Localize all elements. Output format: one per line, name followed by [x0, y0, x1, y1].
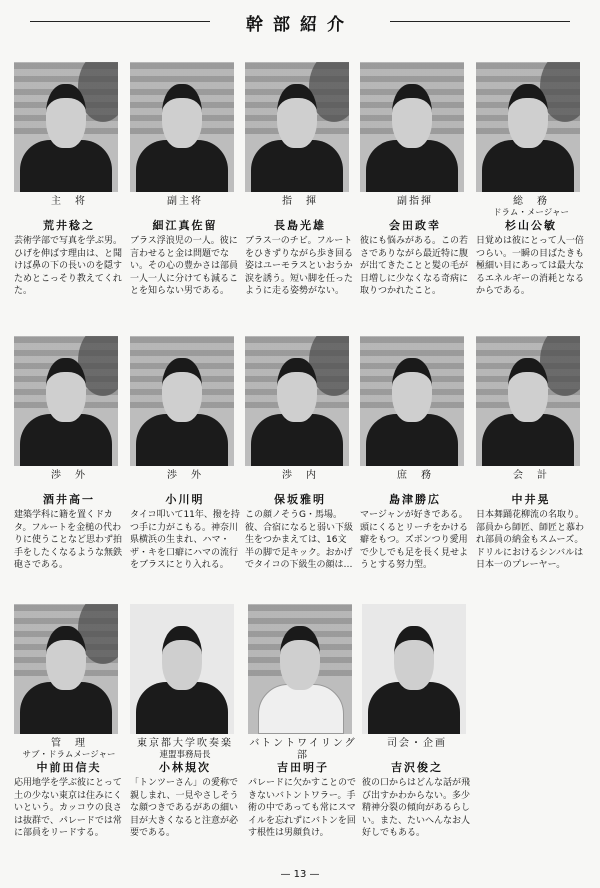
member-role: 司会・企画 [387, 738, 447, 749]
member-role: 渉 外 [51, 470, 87, 481]
member-name: 中井晃 [511, 493, 551, 506]
member-name: 保坂雅明 [274, 493, 326, 506]
member-name: 島津勝広 [389, 493, 441, 506]
member-name: 杉山公敏 [505, 219, 557, 232]
member-role: 東京都大学吹奏楽 [137, 738, 233, 749]
member-subrole: サブ・ドラムメージャー [22, 750, 116, 760]
member-description: マージャンが好きである。頭にくるとリーチをかける癖をもつ。ズボンつり愛用で少しでも足を長く見せようとする努力型。 [360, 510, 469, 570]
member-subrole [130, 208, 240, 219]
member-role: 会 計 [513, 470, 549, 481]
member-subrole [245, 482, 355, 493]
member-photo [14, 604, 118, 734]
page-title: 幹部紹介 [246, 15, 354, 35]
member-role: 渉 内 [282, 470, 318, 481]
member-description: タイコ叩いて11年、撥を持つ手に力がこもる。神奈川県横浜の生まれ、ハマ・ザ・キを口癖にハマの流行をブラスにとり入れる。 [130, 510, 240, 570]
member-name: 中前田信夫 [36, 761, 102, 774]
member-description: 応用地学を学ぶ彼にとって土の少ない東京は住みにくいという。カッコウの良さは抜群で、パレードでは常に部員をリードする。 [14, 778, 123, 838]
member-card [360, 336, 470, 572]
member-photo [130, 62, 234, 192]
member-role: バトントワイリング部 [249, 738, 357, 761]
member-card [248, 604, 358, 840]
member-photo [245, 336, 349, 466]
member-card [14, 604, 124, 840]
member-description: 日本舞踊花柳流の名取り。部員から師匠、師匠と慕われ部員の納金もスムーズ。ドリルにおけるシンバルは日本一のプレーヤー。 [476, 510, 585, 570]
member-subrole [14, 482, 124, 493]
member-photo [476, 62, 580, 192]
member-description: パレードに欠かすことのできないバトントワラー。手術の中であっても常にスマイルを忘れずにバトンを回す根性は男顔負け。 [248, 778, 357, 838]
member-card [476, 62, 586, 298]
member-name: 吉田明子 [277, 761, 329, 774]
member-card [360, 62, 470, 298]
member-photo [248, 604, 352, 734]
member-photo [360, 336, 464, 466]
member-card [130, 62, 240, 298]
member-name: 小川明 [165, 493, 205, 506]
member-card [362, 604, 472, 840]
member-card [476, 336, 586, 572]
member-card [130, 336, 240, 572]
member-subrole [14, 208, 124, 219]
member-photo [130, 336, 234, 466]
member-name: 吉沢俊之 [391, 761, 443, 774]
member-description: この顔ノそうG・馬場。彼、合宿になると弱い下級生をつかまえては、16文半の脚で足キック。おかげでタイコの下級生の顔は… [245, 510, 354, 570]
member-subrole [360, 208, 470, 219]
member-description: ブラス一のチビ。フルートをひきずりながら歩き回る姿はユーモラスといおうか涙を誘う。短い脚を任ったように走る姿勢がない。 [245, 236, 354, 296]
member-role: 総 務 [513, 196, 549, 207]
page-header [20, 8, 580, 34]
member-card [245, 336, 355, 572]
member-subrole [362, 750, 472, 761]
member-role: 主 将 [51, 196, 87, 207]
member-card [14, 336, 124, 572]
member-subrole [360, 482, 470, 493]
member-card [130, 604, 240, 840]
member-role: 指 揮 [282, 196, 318, 207]
page-number: — 13 — [280, 869, 320, 880]
member-name: 小林規次 [159, 761, 211, 774]
member-description: ブラス浮浪児の一人。彼に言わせると金は問題でない。その心の豊かさは部員一人一人に分けても減ることを知らない男である。 [130, 236, 239, 296]
member-photo [360, 62, 464, 192]
member-name: 酒井高一 [43, 493, 95, 506]
member-subrole: 連盟事務局長 [159, 750, 211, 760]
member-role: 庶 務 [397, 470, 433, 481]
member-role: 管 理 [51, 738, 87, 749]
member-photo [362, 604, 466, 734]
member-subrole [476, 482, 586, 493]
member-description: 彼にも悩みがある。この若さでありながら最近特に腹が出てきたことと髪の毛が日増しに少なくなる奇病に取りつかれたこと。 [360, 236, 469, 296]
member-subrole [130, 482, 240, 493]
member-photo [476, 336, 580, 466]
member-subrole: ドラム・メージャー [492, 208, 570, 218]
member-photo [245, 62, 349, 192]
member-role: 副主将 [167, 196, 203, 207]
member-description: 「トンツーさん」の愛称で親しまれ、一見やさしそうな顔つきであるがあの細い目が大きくなると注意が必要である。 [130, 778, 239, 838]
member-photo [130, 604, 234, 734]
member-role: 渉 外 [167, 470, 203, 481]
member-card [14, 62, 124, 298]
member-photo [14, 62, 118, 192]
member-name: 長島光雄 [274, 219, 326, 232]
member-name: 細江真佐留 [152, 219, 218, 232]
member-name: 会田政幸 [389, 219, 441, 232]
member-description: 彼の口からはどんな話が飛び出すかわからない。多少精神分裂の傾向があるらしい。また、たいへんなお人好しでもある。 [362, 778, 471, 838]
member-card [245, 62, 355, 298]
member-description: 日覚めは彼にとって人一倍つらい。一瞬の目ばたきも極細い目にあっては最大なるエネルギーの消耗となるからである。 [476, 236, 585, 296]
member-description: 建築学科に籍を置くドカタ。フルートを金槌の代わりに使うことなど思わず拍手をしたくなるような無鉄砲さである。 [14, 510, 123, 570]
member-role: 副指揮 [397, 196, 433, 207]
member-name: 荒井稔之 [43, 219, 95, 232]
member-photo [14, 336, 118, 466]
member-description: 芸術学部で写真を学ぶ男。ひげを伸ばす理由は、と聞けば鼻の下の長いのを隠すためとこっそり教えてくれた。 [14, 236, 123, 296]
header-rule-right [390, 21, 570, 22]
member-subrole [245, 208, 355, 219]
